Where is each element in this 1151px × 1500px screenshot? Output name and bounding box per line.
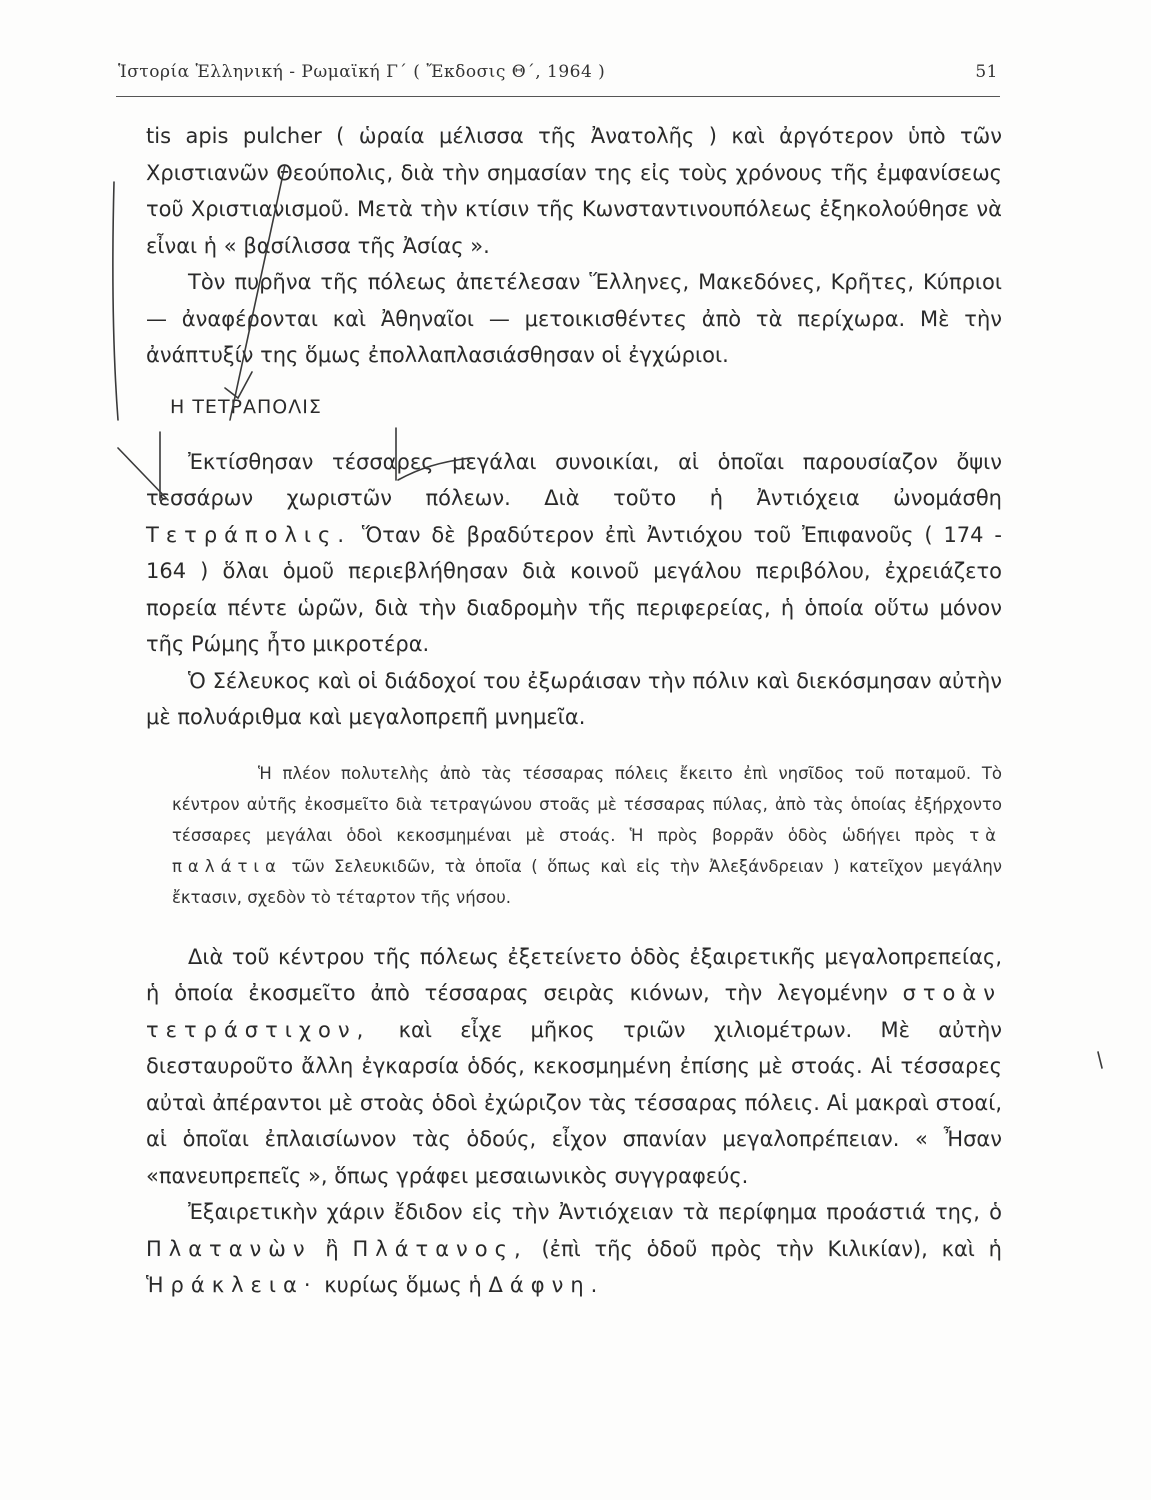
header-rule [116, 96, 1000, 97]
spaced-term-herakleia: Ἡράκλεια· [146, 1273, 318, 1297]
paragraph-5-part-b: καὶ εἶχε μῆκος τριῶν χιλιομέτρων. Μὲ αὐτὴν διεσταυροῦτο ἄλλη ἐγκαρσία ὁδός, κεκοσμημένη ἐπίσης μὲ στοάς. Αἱ τέσσαρες αὐταὶ ἀπέραντοι μὲ στοὰς ὁδοὶ ἐχώριζον τὰς τέσσαρας πόλεις. Αἱ μακραὶ στοαί, αἱ ὁποῖαι ἐπλαισίωνον τὰς ὁδούς, εἶχον σπανίαν μεγαλοπρέπειαν. « Ἦσαν «πανευπρεπεῖς », ὅπως γράφει μεσαιωνικὸς συγγραφεύς. [146, 1017, 1002, 1188]
small-print-note [172, 758, 1002, 913]
page-body [146, 118, 1002, 1304]
section-heading: Η ΤΕΤΡΑΠΟΛΙΣ [170, 395, 322, 418]
paragraph-1: tis apis pulcher ( ὡραία μέλισσα τῆς Ἀνατολῆς ) καὶ ἀργότερον ὑπὸ τῶν Χριστιανῶν Θεούπολις, διὰ τὴν σημασίαν της εἰς τοὺς χρόνους τῆς ἐμφανίσεως τοῦ Χριστιανισμοῦ. Μετὰ τὴν κτίσιν τῆς Κωνσταντινουπόλεως ἐξηκολούθησε νὰ εἶναι ἡ « βασίλισσα τῆς Ἀσίας ». [146, 124, 1002, 258]
paragraph-3-part-a: Ἐκτίσθησαν τέσσαρες μεγάλαι συνοικίαι, αἱ ὁποῖαι παρουσίαζον ὄψιν τεσσάρων χωριστῶν πόλεων. Διὰ τοῦτο ἡ Ἀντιόχεια ὠνομάσθη [146, 449, 1002, 510]
spaced-term-tetrapolis: Τετράπολις. [146, 522, 352, 547]
paragraph-3-part-b: Ὅταν δὲ βραδύτερον ἐπὶ Ἀντιόχου τοῦ Ἐπιφανοῦς ( 174 - 164 ) ὅλαι ὁμοῦ περιεβλήθησαν διὰ κοινοῦ μεγάλου περιβόλου, ἐχρειάζετο πορεία πέντε ὡρῶν, διὰ τὴν διαδρομὴν τῆς περιφερείας, ἡ ὁποία οὕτω μόνον τῆς Ρώμης ἦτο μικροτέρα. [146, 522, 1002, 656]
spaced-term-platanos: Πλάτανος, [352, 1236, 528, 1261]
running-title: Ἱστορία Ἑλληνική - Ρωμαϊκή Γ΄ ( Ἔκδοσις Θ΄, 1964 ) [118, 62, 606, 82]
spaced-term-stoa: στοὰν τετράστιχον, [146, 981, 1002, 1042]
running-header [118, 62, 998, 82]
paragraph-5 [146, 939, 1002, 1195]
paragraph-6-part-c: κυρίως ὅμως ἡ [324, 1273, 482, 1297]
paragraph-2: Τὸν πυρῆνα τῆς πόλεως ἀπετέλεσαν Ἕλληνες, Μακεδόνες, Κρῆτες, Κύπριοι — ἀναφέρονται καὶ Ἀθηναῖοι — μετοικισθέντες ἀπὸ τὰ περίχωρα. Μὲ τὴν ἀνάπτυξίν της ὅμως ἐπολλαπλασιάσθησαν οἱ ἐγχώριοι. [146, 270, 1002, 367]
paragraph-4: Ὁ Σέλευκος καὶ οἱ διάδοχοί του ἐξωράισαν τὴν πόλιν καὶ διεκόσμησαν αὐτὴν μὲ πολυάριθμα καὶ μεγαλοπρεπῆ μνημεῖα. [146, 668, 1002, 729]
pencil-vertical-line [113, 182, 118, 420]
paragraph-6-part-a: Ἐξαιρετικὴν χάριν ἔδιδον εἰς τὴν Ἀντιόχειαν τὰ περίφημα προάστιά της, ὁ [188, 1200, 1002, 1224]
note-part-a: Ἡ πλέον πολυτελὴς ἀπὸ τὰς τέσσαρας πόλεις ἔκειτο ἐπὶ νησῖδος τοῦ ποταμοῦ. Τὸ κέντρον αὐτῆς ἐκοσμεῖτο διὰ τετραγώνου στοᾶς μὲ τέσσαρας πύλας, ἀπὸ τὰς ὁποίας ἐξήρχοντο τέσσαρες μεγάλαι ὁδοὶ κεκοσμημέναι μὲ στοάς. Ἡ πρὸς βορρᾶν ὁδὸς ὡδήγει πρὸς [172, 763, 1002, 845]
spaced-term-platanon: Πλατανὼν [146, 1236, 312, 1261]
paragraph-5-part-a: Διὰ τοῦ κέντρου τῆς πόλεως ἐξετείνετο ὁδὸς ἐξαιρετικῆς μεγαλοπρεπείας, ἡ ὁποία ἐκοσμεῖτο ἀπὸ τέσσαρας σειρὰς κιόνων, τὴν λεγομένην [146, 944, 1002, 1005]
spaced-term-palatia: τὰ παλάτια [172, 825, 1002, 876]
page-number: 51 [975, 62, 998, 82]
paragraph-6-or: ἢ [325, 1236, 339, 1261]
paragraph-6 [146, 1194, 1002, 1304]
margin-pencil-tick [1098, 1052, 1102, 1068]
note-part-b: τῶν Σελευκιδῶν, τὰ ὁποῖα ( ὅπως καὶ εἰς τὴν Ἀλεξάνδρειαν ) κατεῖχον μεγάλην ἔκτασιν, σχεδὸν τὸ τέταρτον τῆς νήσου. [172, 856, 1003, 907]
spaced-term-daphne: Δάφνη. [488, 1273, 605, 1297]
paragraph-3 [146, 444, 1002, 663]
paragraph-6-part-b: (ἐπὶ τῆς ὁδοῦ πρὸς τὴν Κιλικίαν), καὶ ἡ [541, 1236, 1002, 1261]
